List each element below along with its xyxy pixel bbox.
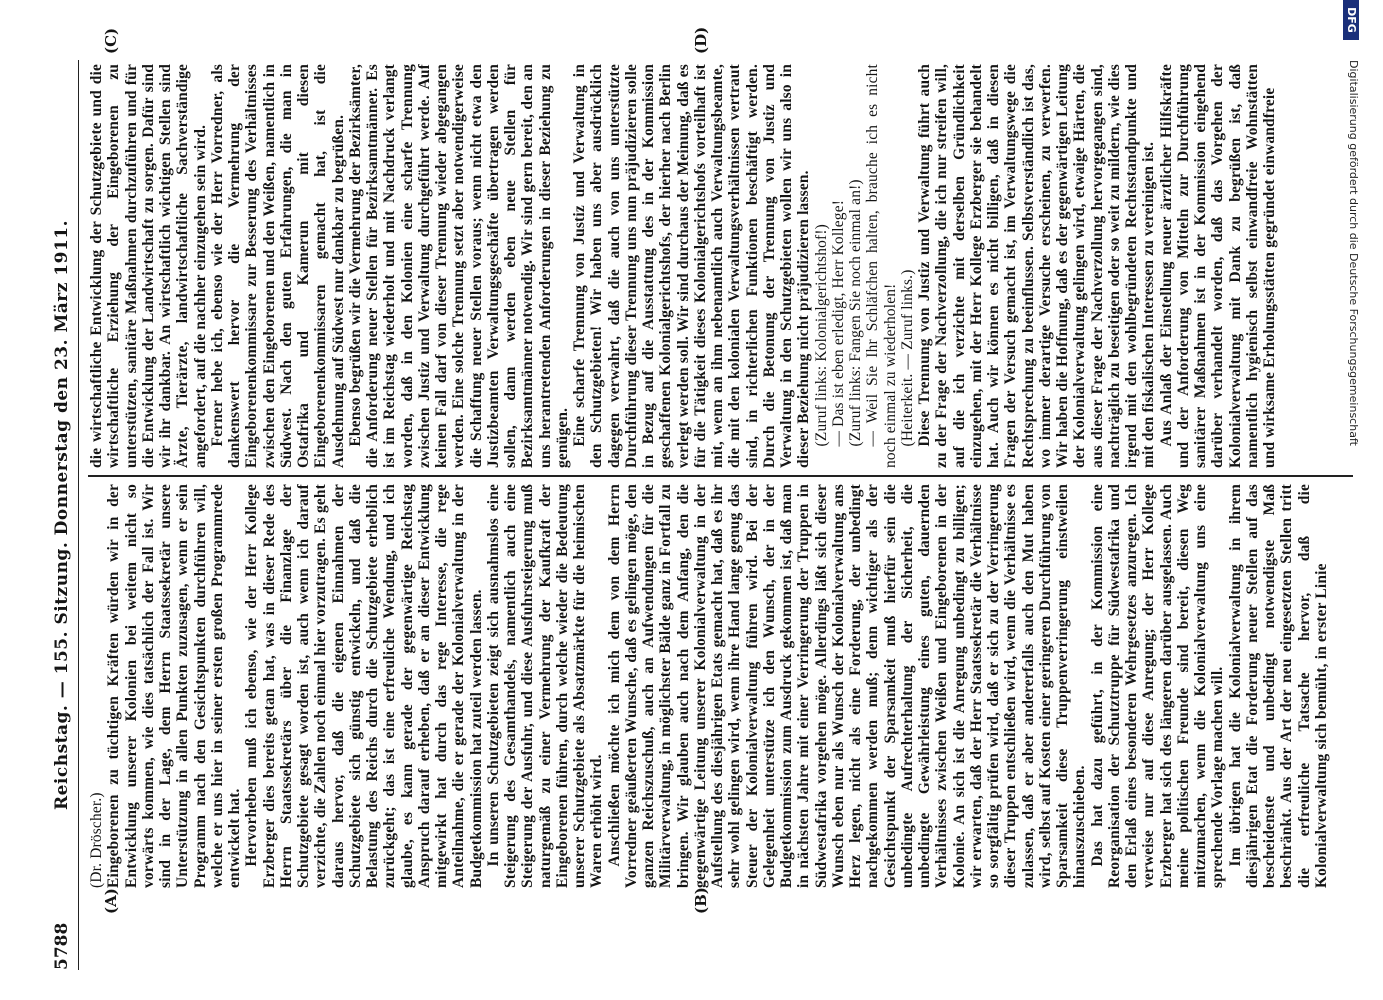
margin-marker-d: (D): [692, 26, 710, 54]
paragraph: die wirtschaftliche Entwicklung der Schutzgebiete und die wirtschaftliche Erziehung der Eingeborenen zu unterstützen, sanitäre Maßnahmen durchzuführen und für die Entwicklung der Landwirtschaft zu sorgen. Dafür sind wir ihr dankbar. An wirtschaftlich wichtigen Stellen sind Ärzte, Tierärzte, landwirtschaftliche Sachverständige angefordert, auf die nachher einzugehen sein wird.: [88, 64, 209, 468]
margin-marker-a: (A): [102, 888, 120, 914]
margin-marker-c: (C): [102, 27, 120, 54]
paragraph: Im übrigen hat die Kolonialverwaltung in ihrem diesjährigen Etat die Forderung neuer Stellen auf das bescheidenste und unbedingt notwendigste Maß beschränkt. Aus der Art der neu eingesetzten Stellen tritt die erfreuliche Tatsache hervor, daß die Kolonialverwaltung sich bemüht, in erster Linie: [1226, 484, 1330, 888]
margin-marker-b: (B): [692, 887, 710, 914]
paragraph: Aus Anlaß der Einstellung neuer ärztlicher Hilfskräfte und der Anforderung von Mitteln zur Durchführung sanitärer Maßnahmen ist in der Kommission eingehend darüber verhandelt worden, daß das Vorgehen der Kolonialverwaltung mit Dank zu begrüßen ist, daß namentlich hygienisch selbst einwandfreie Wohnstätten und wirksame Erholungsstätten gegründet einwandfreie: [1157, 64, 1278, 468]
interjection: (Zuruf links: Kolonialgerichtshof!): [812, 224, 830, 447]
page-number: 5788: [52, 922, 72, 970]
paragraph: Anschließen möchte ich mich dem von dem Herrn Vorredner geäußerten Wunsche, daß es gelingen möge, den ganzen Reichszuschuß, auch an Aufwendungen für die Militärverwaltung, in möglichster Bälde ganz in Fortfall zu bringen. Wir glauben auch nach dem Anfang, den die gegenwärtige Leitung unserer Kolonialverwaltung in der Aufstellung des diesjährigen Etats gemacht hat, daß es ihr sehr wohl gelingen wird, wenn ihre Hand lange genug das Steuer der Kolonialverwaltung führen wird. Bei der Gelegenheit unterstütze ich den Wunsch, der in der Budgetkommission zum Ausdruck gekommen ist, daß man in nächsten Jahre mit einer Verringerung der Truppen in Südwestafrika vorgehen möge. Allerdings läßt sich dieser Wunsch eben nur als Wunsch der Kolonialverwaltung ans Herz legen, nicht als eine Forderung, der unbedingt nachgekommen werden muß; denn wichtiger als der Gesichtspunkt der Sparsamkeit muß hierfür sein die unbedingte Aufrechterhaltung der Sicherheit, die unbedingte Gewährleistung eines guten, dauernden Verhältnisses zwischen Weißen und Eingeborenen in der Kolonie. An sich ist die Anregung unbedingt zu billigen; wir erwarten, daß der Herr Staatssekretär die Verhältnisse so sorgfältig prüfen wird, daß er sich zu der Verringerung dieser Truppen entschließen wird, wenn die Verhältnisse es zulassen, daß er aber andererfalls auch den Mut haben wird, selbst auf Kosten einer geringeren Durchführung von Sparsamkeit diese Truppenverringerung einstweilen hinauszuschieben.: [605, 484, 1089, 888]
speaker-tag: (Dr. Dröscher.): [88, 792, 105, 888]
interjection: (Heiterkeit. — Zuruf links.): [898, 269, 916, 447]
interjection: (Zuruf links: Fangen Sie noch einmal an!): [847, 179, 864, 447]
digitization-note: Digitalisierung gefördert durch die Deutsche Forschungsgemeinschaft: [1347, 60, 1360, 446]
interjection: — Das ist eben erledigt, Herr Kollege!: [829, 199, 847, 447]
paragraph: Das hat dazu geführt, in der Kommission eine Reorganisation der Schutztruppe für Südwestafrika und den Erlaß eines besonderen Wehrgesetzes anzuregen. Ich verweise nur auf diese Anregung; der Herr Kollege Erzberger hat sich des längeren darüber ausgelassen. Auch meine politischen Freunde sind bereit, diesen Weg mitzumachen, wenn die Kolonialverwaltung uns eine sprechende Vorlage machen will.: [1088, 484, 1227, 888]
page-title: Reichstag. — 155. Sitzung. Donnerstag den 23. März 1911.: [52, 219, 72, 811]
paragraph: Hervorheben muß ich ebenso, wie der Herr Kollege Erzberger dies bereits getan hat, was in dieser Rede des Herrn Staatssekretärs über die Finanzlage der Schutzgebiete gesagt worden ist, auch wenn ich darauf verzichte, die Zahlen noch einmal hier vorzutragen. Es geht daraus hervor, daß die eigenen Einnahmen der Schutzgebiete sich günstig entwickeln, und daß die Belastung des Reichs durch die Schutzgebiete erheblich zurückgeht; das ist eine erfreuliche Wendung, und ich glaube, es kann gerade der gegenwärtige Reichstag Anspruch darauf erheben, daß er an dieser Entwicklung mitgewirkt hat durch das rege Interesse, die rege Anteilnahme, die er gerade der Kolonialverwaltung in der Budgetkommission hat zuteil werden lassen.: [243, 484, 485, 888]
interjection: — Weil Sie Ihr Schläfchen halten, brauche ich es nicht noch einmal zu wiederholen!: [864, 64, 899, 468]
column-divider: [88, 475, 1353, 477]
paragraph: Diese Trennung von Justiz und Verwaltung führt auch zu der Frage der Nachverzollung, die ich nur streifen will, auf die ich verzichte mit derselben Gründlichkeit einzugehen, mit der Herr Kollege Erzberger sie behandelt hat. Auch wir können es nicht billigen, daß in diesen Fragen der Versuch gemacht ist, im Verwaltungswege die Rechtsprechung zu beeinflussen. Selbstverständlich ist das, wo immer derartige Versuche erscheinen, zu verwerfen. Wir haben die Hoffnung, daß es der gegenwärtigen Leitung der Kolonialverwaltung gelingen wird, etwaige Härten, die aus dieser Frage der Nachverzollung hervorgegangen sind, nachträglich zu beseitigen oder so weit zu mildern, wie dies irgend mit den wohlbegründeten Rechtsstandpunkte und mit den fiskalischen Interessen zu vereinigen ist.: [916, 64, 1158, 468]
dfg-logo: DFG: [1343, 0, 1359, 40]
left-column: [88, 484, 1330, 888]
paragraph: In unseren Schutzgebieten zeigt sich ausnahmslos eine Steigerung des Gesamthandels, namentlich auch eine Steigerung der Ausfuhr, und diese Ausfuhrsteigerung muß naturgemäß zu einer Vermehrung der Kaufkraft der Eingeborenen führen, durch welche wieder die Bedeutung unserer Schutzgebiete als Absatzmärkte für die heimischen Waren erhöht wird.: [484, 484, 606, 888]
paragraph: Ebenso begrüßen wir die Vermehrung der Bezirksämter, die Anforderung neuer Stellen für Bezirksamtmänner. Es ist im Reichstag wiederholt und mit Nachdruck verlangt worden, daß in den Kolonien eine scharfe Trennung zwischen Justiz und Verwaltung durchgeführt werde. Auf keinen Fall darf von dieser Trennung wieder abgegangen werden. Eine solche Trennung setzt aber notwendigerweise die Schaffung neuer Stellen voraus; wenn nicht etwa den Justizbeamten Verwaltungsgeschäfte übertragen werden sollen, dann werden eben neue Stellen für Bezirksamtmänner notwendig. Wir sind gern bereit, den an uns herantretenden Anforderungen in dieser Beziehung zu genügen.: [346, 64, 571, 468]
running-head: [52, 60, 79, 970]
paragraph: Ferner hebe ich, ebenso wie der Herr Vorredner, als dankenswert hervor die Vermehrung der Eingeborenenkommissare zur Besserung des Verhältnisses zwischen den Eingeborenen und den Weißen, namentlich in Südwest. Nach den guten Erfahrungen, die man in Ostafrika und Kamerun mit diesen Eingeborenenkommissaren gemacht hat, ist die Ausdehnung auf Südwest nur dankbar zu begrüßen.: [208, 64, 347, 468]
paragraph: Eine scharfe Trennung von Justiz und Verwaltung in den Schutzgebieten! Wir haben uns aber ausdrücklich dagegen verwahrt, daß die auch von uns unterstützte Durchführung dieser Trennung uns nun präjudizieren solle in Bezug auf die Ausstattung des in der Kommission geschaffenen Kolonialgerichtshofs, der hierher nach Berlin verlegt werden soll. Wir sind durchaus der Meinung, daß es für die Tätigkeit dieses Kolonialgerichtshofs vorteilhaft ist mit, wenn an ihm nebenamtlich auch Verwaltungsbeamte, die mit den kolonialen Verwaltungsverhältnissen vertraut sind, in richterlichen Funktionen beschäftigt werden. Durch die Betonung der Trennung von Justiz und Verwaltung in den Schutzgebieten wollen wir uns also in dieser Beziehung nicht präjudizieren lassen.: [571, 64, 813, 468]
paragraph: Eingeborenen zu tüchtigen Kräften würden wir in der Entwicklung unserer Kolonien bei weitem nicht so vorwärts kommen, wie dies tatsächlich der Fall ist. Wir sind in der Lage, dem Herrn Staatssekretär unsere Unterstützung in allen Punkten zuzusagen, wenn er sein Programm nach den Gesichtspunkten durchführen will, welche er uns hier in seiner ersten großen Programmrede entwickelt hat.: [105, 484, 243, 888]
right-column: [88, 64, 1305, 468]
